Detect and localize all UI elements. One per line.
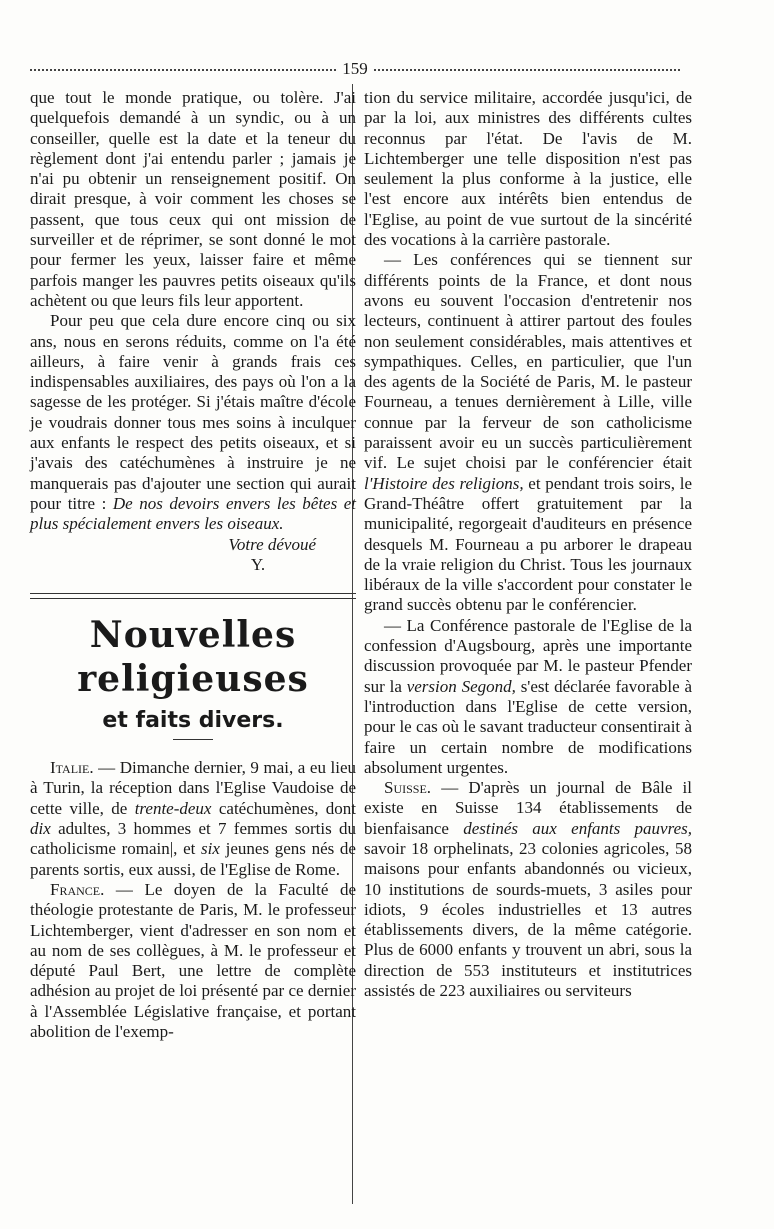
header-rule-left bbox=[30, 69, 336, 71]
paragraph: — La Conférence pastorale de l'Eglise de la confession d'Augsbourg, après une importante discussion provoquée par M. le pasteur Pfender sur la version Segond, s'est déclarée favorable à l'introduction dans l'Eglise de cette version, pour le cas où le savant traducteur consentirait à faire un certain nombre de modifications absolument urgentes. bbox=[364, 615, 693, 777]
news-italie: Italie. — Dimanche dernier, 9 mai, a eu lieu à Turin, la réception dans l'Eglise Vaudoise de cette ville, de trente-deux catéchumènes, dont dix adultes, 3 hommes et 7 femmes sortis du catholicisme romain|, et six jeunes gens nés de parents sortis, eux aussi, de l'Eglise de Rome. bbox=[30, 758, 357, 879]
page-number: 159 bbox=[342, 59, 368, 78]
italic-title: De nos devoirs envers les bêtes et plus spécialement envers les oiseaux. bbox=[30, 493, 357, 534]
country-label: Suisse. bbox=[384, 778, 432, 798]
section-subtitle: et faits divers. bbox=[102, 708, 284, 734]
section-divider bbox=[30, 593, 356, 599]
left-column bbox=[30, 88, 356, 1042]
signature: Y. bbox=[250, 554, 266, 574]
signoff: Votre dévoué bbox=[228, 534, 316, 554]
right-column bbox=[364, 88, 692, 1001]
section-title: Nouvelles religieuses bbox=[77, 614, 309, 701]
paragraph: que tout le monde pratique, ou tolère. J'ai quelquefois demandé à un syndic, ou à un conseiller, quelle est la date et la teneur du règlement dont j'ai entendu parler ; jamais je n'ai pu obtenir un renseignement positif. On dirait presque, à voir comment les choses se passent, que tous ceux qui ont mission de surveiller et de réprimer, se sont donné le mot pour fermer les yeux, laisser faire et même parfois manger les pauvres petits oiseaux qu'ils achètent ou que leurs fils leur apportent. bbox=[30, 88, 356, 310]
country-label: Italie. bbox=[50, 758, 94, 778]
paragraph: tion du service militaire, accordée jusqu'ici, de par la loi, aux ministres des différents cultes reconnus par l'état. De l'avis de M. Lichtemberger une telle disposition n'est pas seulement la plus conforme à la justice, elle l'est encore aux intérêts bien entendus de l'Eglise, au point de vue surtout de la sincérité des vocations à la carrière pastorale. bbox=[364, 88, 692, 250]
subtitle-rule bbox=[173, 739, 213, 740]
news-suisse: Suisse. — D'après un journal de Bâle il existe en Suisse 134 établissements de bienfaisance destinés aux enfants pauvres, savoir 18 orphelinats, 23 colonies agricoles, 58 maisons pour enfants abandonnés ou vicieux, 10 institutions de sourds-muets, 3 asiles pour idiots, 9 écoles industrielles et 13 autres établissements divers, de la même catégorie. Plus de 6000 enfants y trouvent un abri, sous la direction de 553 instituteurs et institutrices assistés de 223 auxiliaires ou serviteurs bbox=[364, 778, 692, 1001]
page-header bbox=[30, 58, 680, 80]
header-rule-right bbox=[374, 69, 680, 71]
country-label: France. bbox=[50, 879, 105, 899]
paragraph: Pour peu que cela dure encore cinq ou six ans, nous en serons réduits, comme on l'a été ailleurs, à faire venir à grands frais ces indispensables auxiliaires, des pays où l'on a la sagesse de les protéger. Si j'étais maître d'école je voudrais donner tous mes soins à inculquer aux enfants le respect des petits oiseaux, et si j'avais des catéchumènes à instruire je ne manquerais pas d'ajouter une section qui aurait pour titre : De nos devoirs envers les bêtes et plus spécialement envers les oiseaux. bbox=[30, 311, 357, 534]
paragraph: — Les conférences qui se tiennent sur différents points de la France, et dont nous avons eu souvent l'occasion d'entretenir nos lecteurs, continuent à attirer partout des foules non seulement considérables, mais attentives et sympathiques. Celles, en particulier, que l'un des agents de la Société de Paris, M. le pasteur Fourneau, a tenues dernièrement à Lille, ville connue par la ferveur de son catholicisme paraissent avoir eu un succès particulièrement vif. Le sujet choisi par le conférencier était l'Histoire des religions, et pendant trois soirs, le Grand-Théâtre offert gratuitement par la municipalité, regorgeait d'auditeurs en présence desquels M. Fourneau a pu arborer le drapeau de la vraie religion du Christ. Tous les journaux libéraux de la ville s'accordent pour constater le grand succès obtenu par le conférencier. bbox=[364, 250, 692, 615]
news-france: France. — Le doyen de la Faculté de théologie protestante de Paris, M. le professeur Lichtemberger, vient d'adresser en son nom et au nom de ses collègues, à M. le professeur et député Paul Bert, une lettre de complète adhésion au projet de loi présenté par ce dernier à l'Assemblée Législative française, et portant abolition de l'exemp- bbox=[30, 879, 357, 1041]
